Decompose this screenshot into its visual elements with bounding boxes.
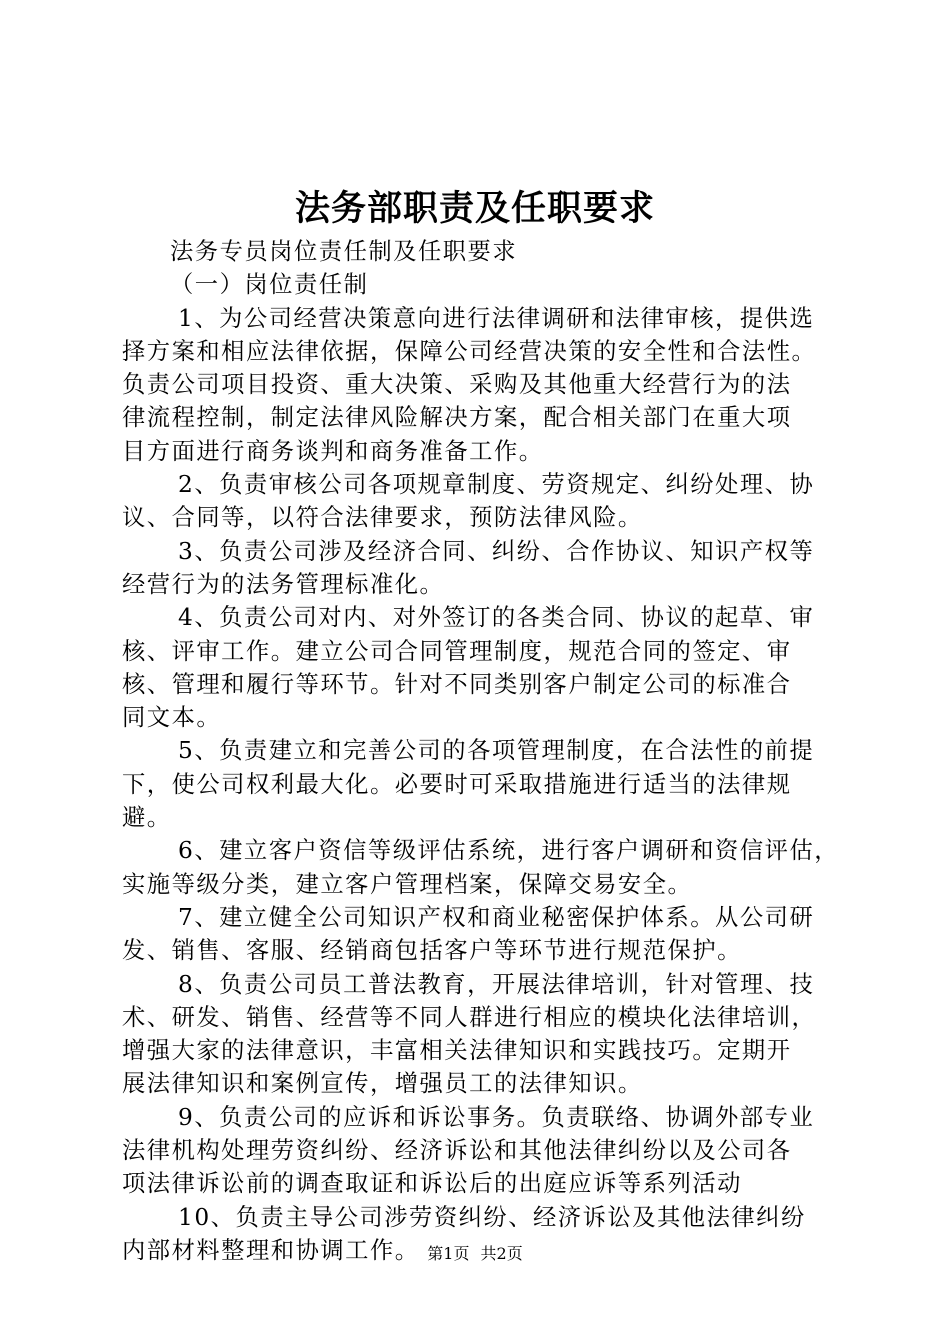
paragraph-9-line: 9、负责公司的应诉和诉讼事务。负责联络、协调外部专业 xyxy=(178,1103,815,1131)
paragraph-5-line: 5、负责建立和完善公司的各项管理制度，在合法性的前提 xyxy=(178,737,815,765)
page-number: 第1页 xyxy=(427,1244,470,1263)
paragraph-3-line: 经营行为的法务管理标准化。 xyxy=(122,570,445,598)
paragraph-1-line: 律流程控制，制定法律风险解决方案，配合相关部门在重大项 xyxy=(122,404,792,432)
subtitle: 法务专员岗位责任制及任职要求 xyxy=(170,238,518,265)
paragraph-2-line: 议、合同等，以符合法律要求，预防法律风险。 xyxy=(122,504,643,532)
section-heading: （一）岗位责任制 xyxy=(170,271,369,299)
page-footer xyxy=(0,1242,950,1266)
paragraph-4-line: 核、评审工作。建立公司合同管理制度，规范合同的签定、审 xyxy=(122,637,792,665)
paragraph-8-line: 术、研发、销售、经营等不同人群进行相应的模块化法律培训， xyxy=(122,1003,817,1031)
page-total: 共2页 xyxy=(480,1244,523,1263)
paragraph-5-line: 下，使公司权利最大化。必要时可采取措施进行适当的法律规 xyxy=(122,770,792,798)
paragraph-10-line: 10、负责主导公司涉劳资纠纷、经济诉讼及其他法律纠纷 xyxy=(178,1203,806,1231)
paragraph-4-line: 核、管理和履行等环节。针对不同类别客户制定公司的标准合 xyxy=(122,670,792,698)
paragraph-1-line: 择方案和相应法律依据，保障公司经营决策的安全性和合法性。 xyxy=(122,337,817,365)
paragraph-9-line: 项法律诉讼前的调查取证和诉讼后的出庭应诉等系列活动 xyxy=(122,1170,742,1198)
paragraph-1-line: 1、为公司经营决策意向进行法律调研和法律审核，提供选 xyxy=(178,304,815,332)
paragraph-9-line: 法律机构处理劳资纠纷、经济诉讼和其他法律纠纷以及公司各 xyxy=(122,1137,792,1165)
paragraph-8-line: 8、负责公司员工普法教育，开展法律培训，针对管理、技 xyxy=(178,970,815,998)
document-body xyxy=(122,235,840,1267)
document-title: 法务部职责及任职要求 xyxy=(294,188,655,229)
paragraph-4-line: 4、负责公司对内、对外签订的各类合同、协议的起草、审 xyxy=(178,604,815,632)
paragraph-3-line: 3、负责公司涉及经济合同、纠纷、合作协议、知识产权等 xyxy=(178,537,815,565)
paragraph-5-line: 避。 xyxy=(122,804,172,832)
paragraph-8-line: 增强大家的法律意识，丰富相关法律知识和实践技巧。定期开 xyxy=(122,1037,792,1065)
paragraph-4-line: 同文本。 xyxy=(122,704,222,732)
paragraph-10-line: 内部材料整理和协调工作。 xyxy=(122,1236,420,1264)
paragraph-7-line: 7、建立健全公司知识产权和商业秘密保护体系。从公司研 xyxy=(178,903,815,931)
paragraph-1-line: 负责公司项目投资、重大决策、采购及其他重大经营行为的法 xyxy=(122,371,792,399)
paragraph-8-line: 展法律知识和案例宣传，增强员工的法律知识。 xyxy=(122,1070,643,1098)
paragraph-7-line: 发、销售、客服、经销商包括客户等环节进行规范保护。 xyxy=(122,937,742,965)
paragraph-2-line: 2、负责审核公司各项规章制度、劳资规定、纠纷处理、协 xyxy=(178,471,815,499)
paragraph-6-line: 6、建立客户资信等级评估系统，进行客户调研和资信评估， xyxy=(178,837,840,865)
paragraph-6-line: 实施等级分类，建立客户管理档案，保障交易安全。 xyxy=(122,870,693,898)
paragraph-1-line: 目方面进行商务谈判和商务准备工作。 xyxy=(122,437,544,465)
